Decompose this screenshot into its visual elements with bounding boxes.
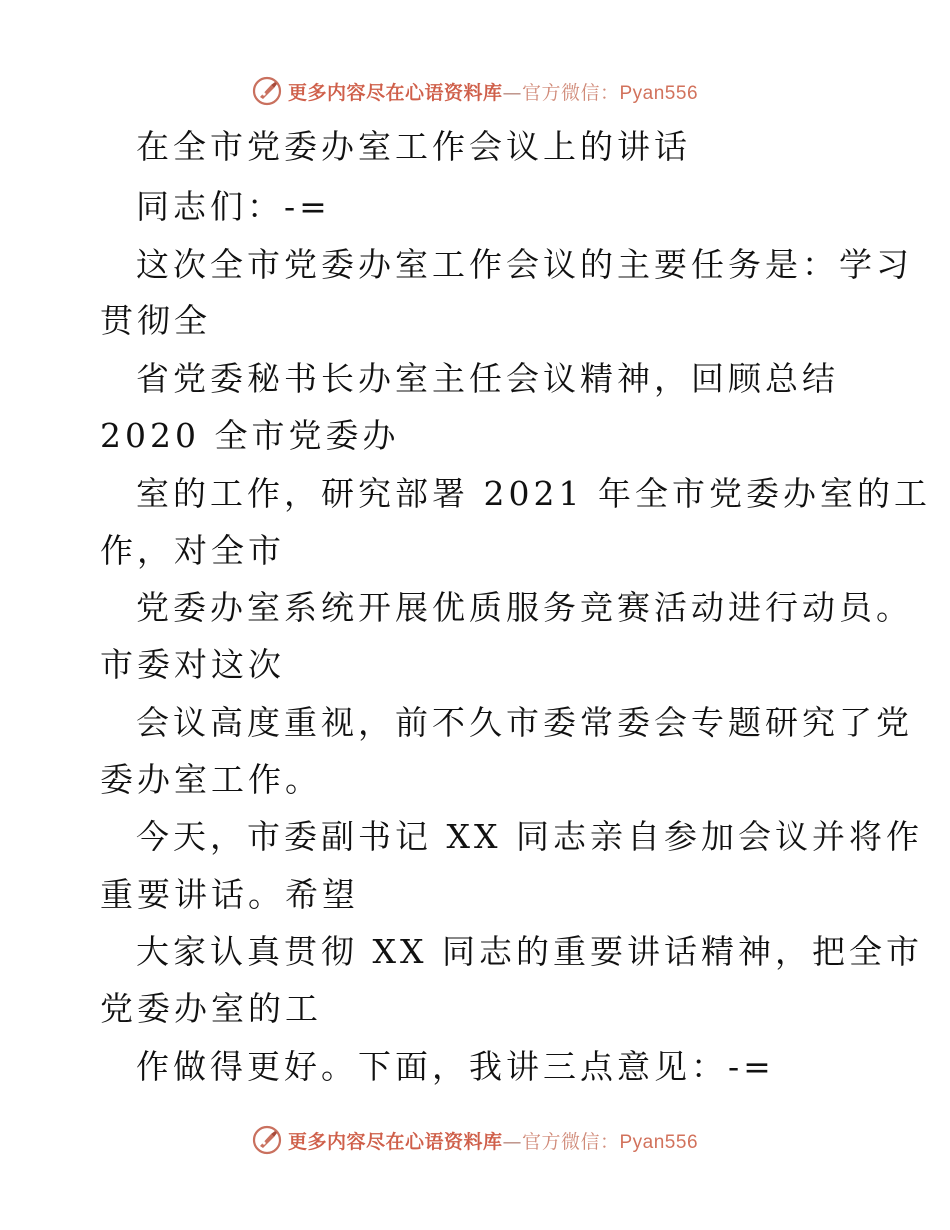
document-line: 贯彻全 [100, 301, 211, 340]
document-line: 作做得更好。下面，我讲三点意见：-= [136, 1047, 775, 1086]
document-line: 2020 全市党委办 [100, 416, 400, 455]
document-line: 室的工作，研究部署 2021 年全市党委办室的工 [136, 474, 931, 513]
watermark-dash: — [502, 1130, 522, 1153]
document-line: 同志们：-= [136, 187, 331, 226]
document-line: 省党委秘书长办室主任会议精神，回顾总结 [136, 359, 839, 398]
document-line: 党委办室的工 [100, 989, 322, 1028]
document-line: 党委办室系统开展优质服务竞赛活动进行动员。 [136, 588, 913, 627]
document-line: 作，对全市 [100, 531, 285, 570]
watermark-wechat-id: Pyan556 [619, 1131, 699, 1153]
document-line: 委办室工作。 [100, 760, 322, 799]
document-line: 今天，市委副书记 XX 同志亲自参加会议并将作 [136, 817, 923, 856]
document-line: 这次全市党委办室工作会议的主要任务是：学习 [136, 245, 913, 284]
pen-nib-logo-icon [252, 1125, 282, 1155]
document-line: 会议高度重视，前不久市委常委会专题研究了党 [136, 703, 913, 742]
document-title: 在全市党委办室工作会议上的讲话 [136, 127, 691, 166]
watermark-text [288, 1127, 698, 1154]
footer-watermark [0, 1120, 950, 1160]
watermark-dash: — [502, 81, 522, 104]
watermark-official-label: 官方微信： [521, 1130, 620, 1153]
watermark-official-label: 官方微信： [521, 81, 620, 104]
watermark-wechat-id: Pyan556 [619, 82, 699, 104]
watermark-brand: 更多内容尽在心语资料库 [287, 1130, 503, 1153]
document-line: 大家认真贯彻 XX 同志的重要讲话精神，把全市 [136, 932, 923, 971]
document-line: 重要讲话。希望 [100, 875, 359, 914]
document-line: 市委对这次 [100, 645, 285, 684]
watermark-brand: 更多内容尽在心语资料库 [287, 81, 503, 104]
